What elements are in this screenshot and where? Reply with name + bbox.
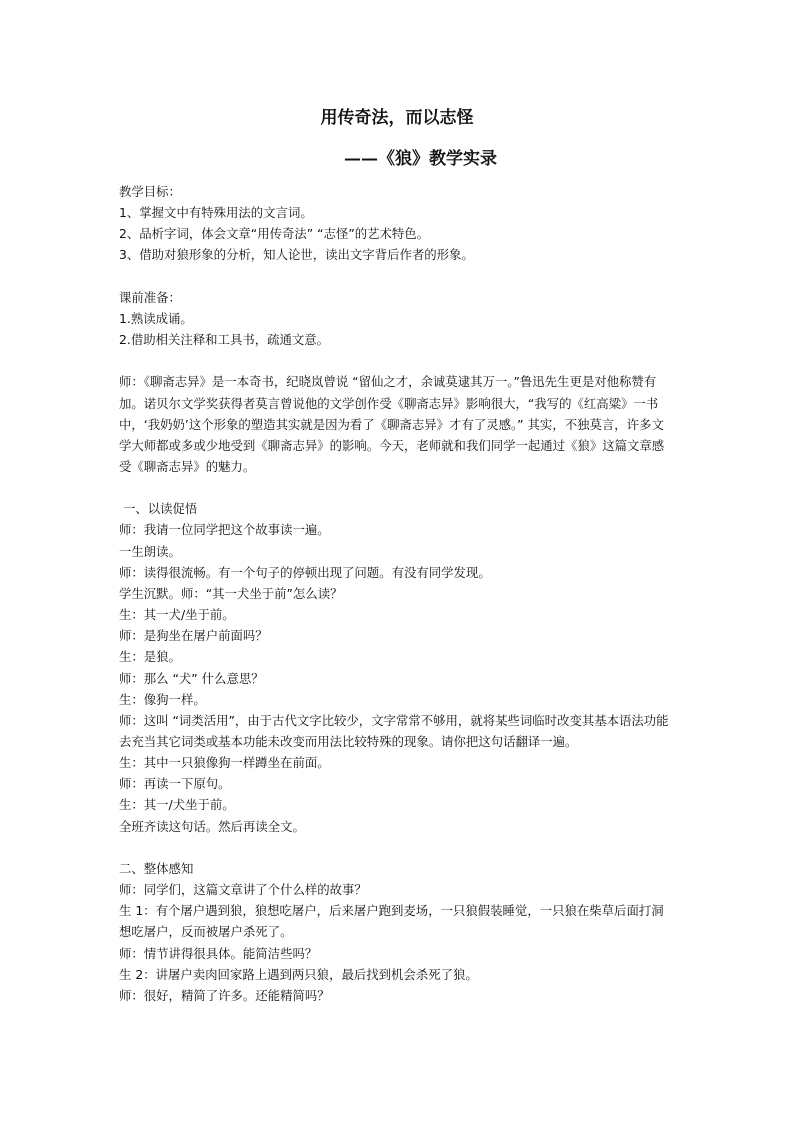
- section2-heading: 二、整体感知: [119, 860, 194, 876]
- objective-item-1: 1、掌握文中有特殊用法的文言词。: [119, 205, 313, 221]
- preparation-item-2: 2.借助相关注释和工具书，疏通文意。: [119, 332, 330, 348]
- blank-line: [119, 837, 675, 858]
- section1-heading: 一、以读促悟: [119, 501, 198, 517]
- section2-line: 生 1：有个屠户遇到狼，狼想吃屠户，后来屠户跑到麦场，一只狼假装睡觉，一只狼在柴草后面打洞想吃屠户，反而被屠户杀死了。: [119, 903, 664, 940]
- section2-line: 师：同学们，这篇文章讲了个什么样的故事？: [119, 882, 367, 898]
- section1-line: 师：再读一下原句。: [119, 776, 231, 792]
- section1-line: 生：其一/犬坐于前。: [119, 797, 235, 813]
- section1-line: 师：这叫 “词类活用”，由于古代文字比较少，文字常常不够用，就将某些词临时改变其基本语法功能去充当其它词类或基本功能未改变而用法比较特殊的现象。请你把这句话翻译一遍。: [119, 712, 669, 750]
- objective-item-2: 2、品析字词，体会文章“用传奇法” “志怪”的艺术特色。: [119, 226, 430, 242]
- section1-line: 学生沉默。师：“其一犬坐于前”怎么读？: [119, 585, 343, 601]
- preparation-item-1: 1.熟读成诵。: [119, 310, 193, 326]
- section2-line: 生 2：讲屠户卖肉回家路上遇到两只狼，最后找到机会杀死了狼。: [119, 966, 478, 982]
- preparation-heading: 课前准备：: [119, 289, 181, 305]
- section1-line: 生：是狼。: [119, 649, 181, 665]
- section1-line: 生：像狗一样。: [119, 691, 206, 707]
- objective-item-3: 3、借助对狼形象的分析，知人论世，读出文字背后作者的形象。: [119, 247, 474, 263]
- blank-line: [119, 266, 675, 287]
- section1-line: 师：那么 “犬” 什么意思？: [119, 670, 264, 686]
- blank-line: [119, 477, 675, 498]
- section1-line: 一生朗读。: [119, 543, 181, 559]
- section1-line: 生：其一犬/坐于前。: [119, 607, 235, 623]
- blank-line: [119, 350, 675, 371]
- section1-line: 师：读得很流畅。有一个句子的停顿出现了问题。有没有同学发现。: [119, 564, 491, 580]
- document-title: 用传奇法，而以志怪: [320, 108, 474, 128]
- section1-line: 生：其中一只狼像狗一样蹲坐在前面。: [119, 755, 330, 771]
- document-body: [119, 181, 675, 1006]
- section1-line: 全班齐读这句话。然后再读全文。: [119, 818, 305, 834]
- section1-line: 师：我请一位同学把这个故事读一遍。: [119, 522, 330, 538]
- document-subtitle: ——《狼》教学实录: [344, 149, 497, 169]
- section2-line: 师：情节讲得很具体。能简洁些吗？: [119, 945, 318, 961]
- objectives-heading: 教学目标：: [119, 184, 181, 199]
- section2-line: 师：很好，精简了许多。还能精简吗？: [119, 987, 330, 1003]
- intro-paragraph: 师：《聊斋志异》是一本奇书，纪晓岚曾说 “留仙之才，余诚莫逮其万一。”鲁迅先生更是对他称赞有加。诺贝尔文学奖获得者莫言曾说他的文学创作受《聊斋志异》影响很大，“我写的《红高粱》一书中，‘我奶奶’这个形象的塑造其实就是因为看了《聊斋志异》才有了灵感。” 其实，不独莫言，许多文学大师都或多或少地受到《聊斋志异》的影响。今天，老师就和我们同学一起通过《狼》这篇文章感受《聊斋志异》的魅力。: [119, 374, 665, 474]
- section1-line: 师：是狗坐在屠户前面吗？: [119, 628, 268, 644]
